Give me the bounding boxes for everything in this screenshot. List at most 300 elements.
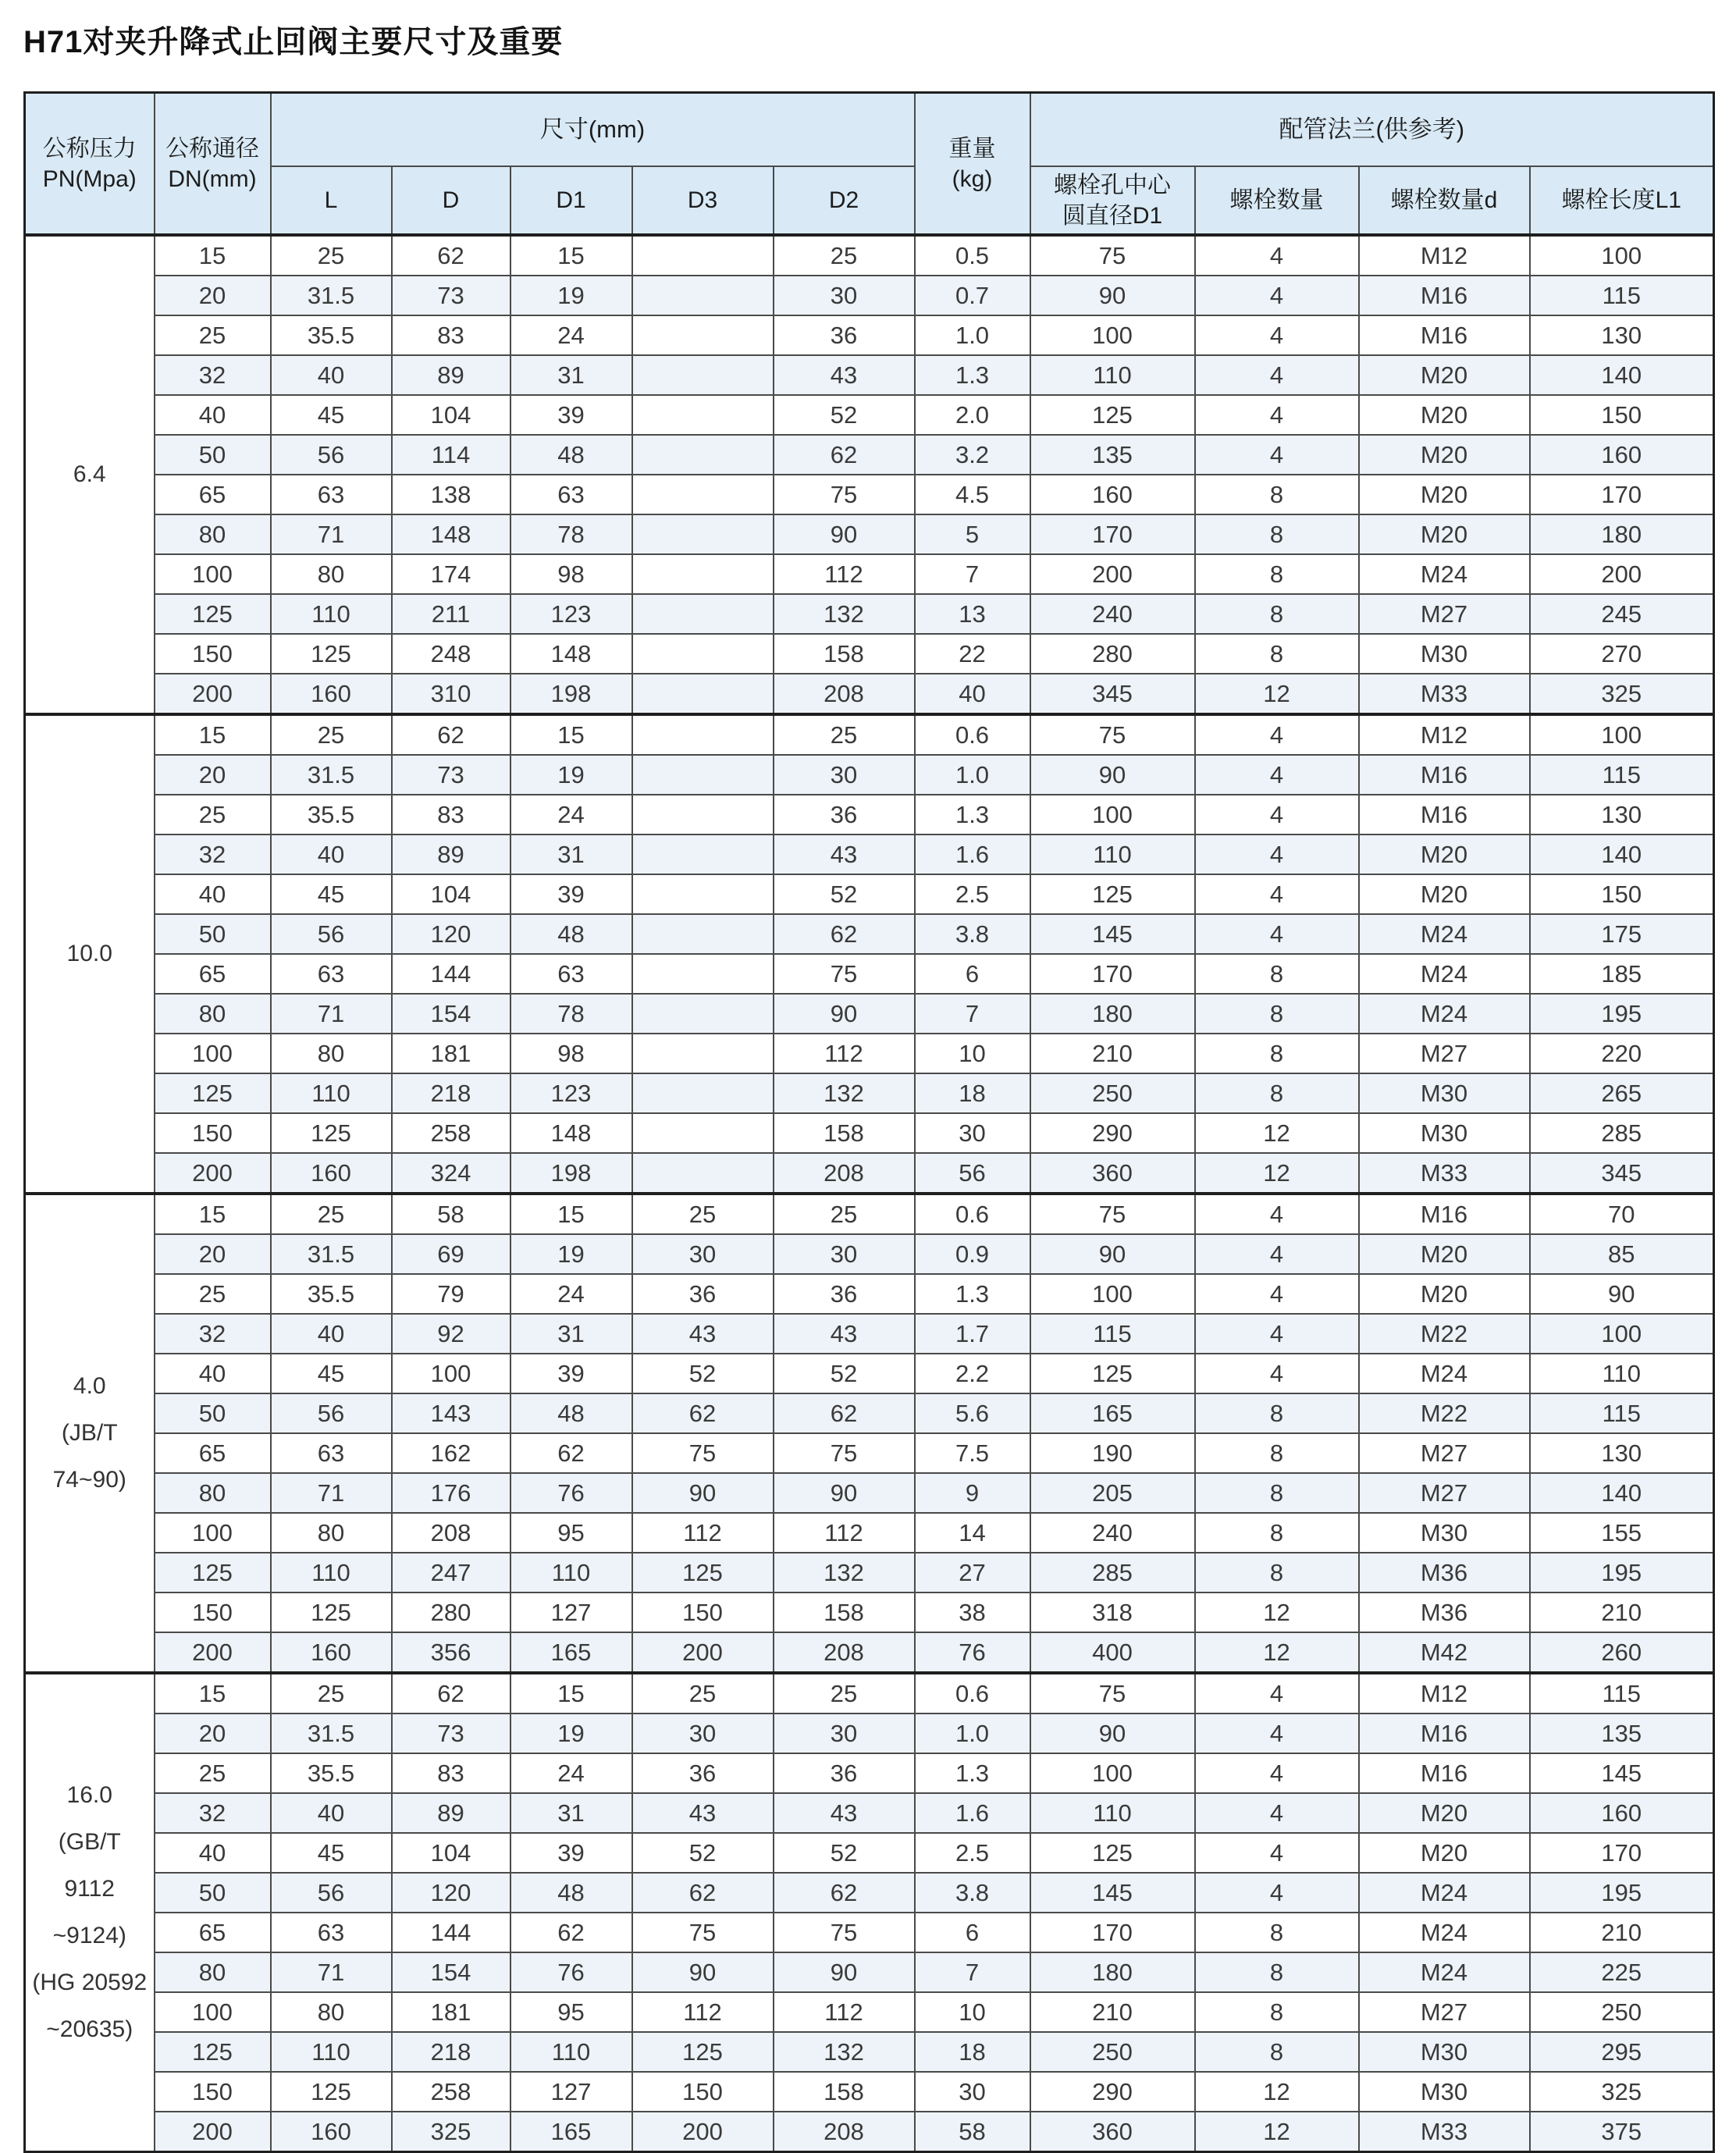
cell: 125 <box>1030 1354 1195 1393</box>
cell: 1.3 <box>915 1753 1030 1793</box>
cell: M27 <box>1359 1433 1530 1473</box>
cell: 210 <box>1030 1034 1195 1073</box>
cell: 160 <box>1530 1793 1714 1833</box>
cell <box>632 594 774 634</box>
cell: 95 <box>510 1992 632 2032</box>
cell: 125 <box>632 1553 774 1593</box>
cell: 15 <box>510 714 632 755</box>
cell: 63 <box>510 475 632 514</box>
cell: 95 <box>510 1513 632 1553</box>
cell: 250 <box>1030 1073 1195 1113</box>
cell: 70 <box>1530 1194 1714 1234</box>
cell: 36 <box>774 1274 915 1314</box>
cell: 20 <box>155 276 271 315</box>
cell: 36 <box>632 1753 774 1793</box>
cell: 100 <box>155 1513 271 1553</box>
cell: 90 <box>632 1473 774 1513</box>
cell: 8 <box>1195 1553 1359 1593</box>
header-col-D1: D1 <box>510 166 632 235</box>
cell: 158 <box>774 1593 915 1632</box>
cell: 25 <box>774 1194 915 1234</box>
cell: 190 <box>1030 1433 1195 1473</box>
cell: 130 <box>1530 315 1714 355</box>
cell: 12 <box>1195 674 1359 714</box>
cell <box>632 514 774 554</box>
cell: 140 <box>1530 835 1714 874</box>
cell: 123 <box>510 1073 632 1113</box>
cell: M12 <box>1359 235 1530 276</box>
cell: 270 <box>1530 634 1714 674</box>
cell: 162 <box>392 1433 510 1473</box>
cell: 39 <box>510 1354 632 1393</box>
cell: M24 <box>1359 1913 1530 1952</box>
cell <box>632 1113 774 1153</box>
table-row <box>25 954 1714 994</box>
cell: 150 <box>155 2072 271 2112</box>
page <box>0 17 1736 2145</box>
cell: 100 <box>155 1034 271 1073</box>
cell: 24 <box>510 1753 632 1793</box>
header-dims-group: 尺寸(mm) <box>271 93 915 167</box>
header-flange-group: 配管法兰(供参考) <box>1030 93 1714 167</box>
cell: 25 <box>155 1753 271 1793</box>
cell: 4 <box>1195 235 1359 276</box>
cell: 56 <box>271 914 392 954</box>
table-row <box>25 1314 1714 1354</box>
cell: 148 <box>510 634 632 674</box>
cell: 4 <box>1195 1714 1359 1753</box>
cell: 73 <box>392 1714 510 1753</box>
cell: M33 <box>1359 1153 1530 1194</box>
cell: 40 <box>155 1833 271 1873</box>
table-row <box>25 755 1714 795</box>
cell: 132 <box>774 1073 915 1113</box>
cell: 75 <box>1030 235 1195 276</box>
table-row <box>25 276 1714 315</box>
cell: 80 <box>155 994 271 1034</box>
cell <box>632 475 774 514</box>
cell: 2.5 <box>915 874 1030 914</box>
table-row <box>25 674 1714 714</box>
table-row <box>25 1632 1714 1673</box>
cell: M24 <box>1359 954 1530 994</box>
cell: M27 <box>1359 1473 1530 1513</box>
cell: 75 <box>1030 1673 1195 1714</box>
cell: 19 <box>510 755 632 795</box>
cell: 56 <box>271 1393 392 1433</box>
cell: M20 <box>1359 835 1530 874</box>
cell: 218 <box>392 1073 510 1113</box>
cell: 285 <box>1030 1553 1195 1593</box>
cell: 356 <box>392 1632 510 1673</box>
cell: M30 <box>1359 1113 1530 1153</box>
cell: 32 <box>155 355 271 395</box>
cell: 25 <box>155 315 271 355</box>
cell: 170 <box>1030 954 1195 994</box>
cell: 324 <box>392 1153 510 1194</box>
cell: 4.5 <box>915 475 1030 514</box>
cell: M27 <box>1359 594 1530 634</box>
cell: 360 <box>1030 1153 1195 1194</box>
cell: M20 <box>1359 514 1530 554</box>
cell: 98 <box>510 1034 632 1073</box>
cell: 50 <box>155 1393 271 1433</box>
cell: 63 <box>271 1913 392 1952</box>
cell: 30 <box>632 1234 774 1274</box>
cell: 75 <box>1030 1194 1195 1234</box>
cell: 24 <box>510 795 632 835</box>
cell: 165 <box>1030 1393 1195 1433</box>
cell: 63 <box>271 475 392 514</box>
cell: 8 <box>1195 1513 1359 1553</box>
cell: 247 <box>392 1553 510 1593</box>
cell: 4 <box>1195 755 1359 795</box>
cell: 325 <box>1530 674 1714 714</box>
cell: 110 <box>510 2032 632 2072</box>
cell: 4 <box>1195 315 1359 355</box>
cell: 130 <box>1530 795 1714 835</box>
cell: 200 <box>1530 554 1714 594</box>
cell: 200 <box>155 1632 271 1673</box>
cell: 80 <box>271 1034 392 1073</box>
cell: 35.5 <box>271 315 392 355</box>
header-col-D3: D3 <box>632 166 774 235</box>
cell: 7 <box>915 554 1030 594</box>
table-row <box>25 914 1714 954</box>
cell: 258 <box>392 2072 510 2112</box>
cell: 45 <box>271 1833 392 1873</box>
cell: 115 <box>1530 1673 1714 1714</box>
table-row <box>25 514 1714 554</box>
cell: 140 <box>1530 1473 1714 1513</box>
cell: 144 <box>392 1913 510 1952</box>
cell: 150 <box>1530 874 1714 914</box>
cell: 48 <box>510 435 632 475</box>
pressure-label: 16.0 (GB/T 9112 ~9124) (HG 20592 ~20635) <box>25 1673 155 2152</box>
cell: 100 <box>1030 1753 1195 1793</box>
cell: 13 <box>915 594 1030 634</box>
cell: 15 <box>510 235 632 276</box>
spec-table <box>23 91 1715 2153</box>
cell: 100 <box>392 1354 510 1393</box>
cell: 125 <box>1030 395 1195 435</box>
cell: 250 <box>1030 2032 1195 2072</box>
cell: 143 <box>392 1393 510 1433</box>
cell: 73 <box>392 276 510 315</box>
cell: 90 <box>774 1473 915 1513</box>
cell: 165 <box>510 1632 632 1673</box>
cell: 210 <box>1030 1992 1195 2032</box>
cell: M16 <box>1359 795 1530 835</box>
cell: M16 <box>1359 1714 1530 1753</box>
cell: 12 <box>1195 1593 1359 1632</box>
cell: M20 <box>1359 435 1530 475</box>
cell: 150 <box>155 634 271 674</box>
cell: 4 <box>1195 874 1359 914</box>
cell: 148 <box>510 1113 632 1153</box>
cell: 170 <box>1530 1833 1714 1873</box>
cell: 120 <box>392 914 510 954</box>
cell: 240 <box>1030 594 1195 634</box>
cell: 258 <box>392 1113 510 1153</box>
cell: M27 <box>1359 1992 1530 2032</box>
cell <box>632 914 774 954</box>
cell: 200 <box>155 2112 271 2152</box>
table-row <box>25 795 1714 835</box>
cell: 0.6 <box>915 714 1030 755</box>
cell: 280 <box>1030 634 1195 674</box>
cell: 8 <box>1195 634 1359 674</box>
cell: 100 <box>1030 315 1195 355</box>
cell: 18 <box>915 2032 1030 2072</box>
cell: 125 <box>155 1553 271 1593</box>
pressure-label: 10.0 <box>25 714 155 1194</box>
cell: 65 <box>155 954 271 994</box>
cell: 80 <box>271 1992 392 2032</box>
cell: 9 <box>915 1473 1030 1513</box>
cell: 39 <box>510 874 632 914</box>
cell: 98 <box>510 554 632 594</box>
cell: 3.8 <box>915 914 1030 954</box>
cell <box>632 755 774 795</box>
table-row <box>25 1833 1714 1873</box>
cell: 63 <box>271 1433 392 1473</box>
cell: 180 <box>1530 514 1714 554</box>
cell: 25 <box>155 795 271 835</box>
table-row <box>25 1673 1714 1714</box>
cell: 2.2 <box>915 1354 1030 1393</box>
cell: M16 <box>1359 276 1530 315</box>
cell: 115 <box>1530 755 1714 795</box>
cell: M20 <box>1359 1274 1530 1314</box>
cell: 360 <box>1030 2112 1195 2152</box>
cell: M33 <box>1359 2112 1530 2152</box>
cell: 4 <box>1195 276 1359 315</box>
cell: 158 <box>774 2072 915 2112</box>
cell: 78 <box>510 994 632 1034</box>
cell: 0.6 <box>915 1673 1030 1714</box>
cell: 35.5 <box>271 1753 392 1793</box>
cell: 80 <box>155 514 271 554</box>
cell: 170 <box>1030 514 1195 554</box>
cell: 40 <box>271 1793 392 1833</box>
cell: 104 <box>392 395 510 435</box>
cell: 248 <box>392 634 510 674</box>
table-row <box>25 994 1714 1034</box>
cell: 45 <box>271 395 392 435</box>
cell: 125 <box>632 2032 774 2072</box>
cell <box>632 1153 774 1194</box>
cell: M12 <box>1359 714 1530 755</box>
header-col-D2: D2 <box>774 166 915 235</box>
cell <box>632 714 774 755</box>
header-bolt-length: 螺栓长度L1 <box>1530 166 1714 235</box>
cell: 25 <box>271 714 392 755</box>
table-row <box>25 1553 1714 1593</box>
cell: 160 <box>1530 435 1714 475</box>
cell: 181 <box>392 1992 510 2032</box>
cell: 63 <box>271 954 392 994</box>
cell: 62 <box>392 1673 510 1714</box>
cell: 4 <box>1195 795 1359 835</box>
cell: 31.5 <box>271 276 392 315</box>
cell: 8 <box>1195 594 1359 634</box>
cell: 62 <box>632 1873 774 1913</box>
cell: 3.2 <box>915 435 1030 475</box>
cell: M24 <box>1359 994 1530 1034</box>
cell: 83 <box>392 315 510 355</box>
cell: 71 <box>271 994 392 1034</box>
cell: 1.6 <box>915 1793 1030 1833</box>
cell: 62 <box>392 714 510 755</box>
cell: 125 <box>155 2032 271 2072</box>
table-row <box>25 714 1714 755</box>
table-row <box>25 634 1714 674</box>
cell: 24 <box>510 1274 632 1314</box>
cell: 25 <box>271 1673 392 1714</box>
cell: 180 <box>1030 1952 1195 1992</box>
cell: 4 <box>1195 1194 1359 1234</box>
cell: 210 <box>1530 1913 1714 1952</box>
table-row <box>25 2032 1714 2072</box>
cell: 208 <box>774 1153 915 1194</box>
cell: 195 <box>1530 1873 1714 1913</box>
cell: M20 <box>1359 475 1530 514</box>
cell: 43 <box>774 1314 915 1354</box>
cell: 25 <box>271 1194 392 1234</box>
cell: 100 <box>1030 795 1195 835</box>
cell: 144 <box>392 954 510 994</box>
cell: 110 <box>1530 1354 1714 1393</box>
cell <box>632 355 774 395</box>
cell: 30 <box>774 755 915 795</box>
cell: 31 <box>510 1314 632 1354</box>
cell: 160 <box>271 1632 392 1673</box>
cell: 1.3 <box>915 1274 1030 1314</box>
cell: 15 <box>155 235 271 276</box>
cell: 150 <box>632 2072 774 2112</box>
table-row <box>25 1753 1714 1793</box>
cell: 211 <box>392 594 510 634</box>
cell: 32 <box>155 1793 271 1833</box>
cell: 4 <box>1195 1354 1359 1393</box>
cell: 19 <box>510 1714 632 1753</box>
cell: 112 <box>632 1992 774 2032</box>
cell: 208 <box>774 674 915 714</box>
cell: 110 <box>271 1553 392 1593</box>
cell: 52 <box>774 874 915 914</box>
cell: 4 <box>1195 835 1359 874</box>
cell: 4 <box>1195 435 1359 475</box>
cell: 7 <box>915 994 1030 1034</box>
cell: 265 <box>1530 1073 1714 1113</box>
cell: 145 <box>1030 914 1195 954</box>
cell: 43 <box>632 1314 774 1354</box>
cell: 4 <box>1195 1753 1359 1793</box>
cell: 100 <box>1530 235 1714 276</box>
table-row <box>25 1873 1714 1913</box>
cell: 90 <box>632 1952 774 1992</box>
cell: 110 <box>271 1073 392 1113</box>
cell: 250 <box>1530 1992 1714 2032</box>
cell: 318 <box>1030 1593 1195 1632</box>
table-row <box>25 554 1714 594</box>
table-row <box>25 435 1714 475</box>
table-row <box>25 1194 1714 1234</box>
cell: 18 <box>915 1073 1030 1113</box>
table-row <box>25 395 1714 435</box>
cell: M22 <box>1359 1393 1530 1433</box>
cell: 39 <box>510 395 632 435</box>
cell: 36 <box>632 1274 774 1314</box>
cell: M33 <box>1359 674 1530 714</box>
cell: 110 <box>1030 835 1195 874</box>
cell: 208 <box>774 1632 915 1673</box>
cell: 63 <box>510 954 632 994</box>
cell: 50 <box>155 1873 271 1913</box>
cell: 35.5 <box>271 795 392 835</box>
cell: 25 <box>155 1274 271 1314</box>
cell: 4 <box>1195 1833 1359 1873</box>
cell: 90 <box>1030 1714 1195 1753</box>
cell: 30 <box>774 276 915 315</box>
cell: 225 <box>1530 1952 1714 1992</box>
cell: 0.9 <box>915 1234 1030 1274</box>
cell: 15 <box>155 714 271 755</box>
cell: M27 <box>1359 1034 1530 1073</box>
table-row <box>25 2072 1714 2112</box>
cell: 39 <box>510 1833 632 1873</box>
cell: 89 <box>392 835 510 874</box>
cell: 15 <box>155 1673 271 1714</box>
cell <box>632 435 774 475</box>
cell: M36 <box>1359 1553 1530 1593</box>
cell: 25 <box>774 714 915 755</box>
cell: 290 <box>1030 1113 1195 1153</box>
cell: 40 <box>155 395 271 435</box>
cell: 62 <box>510 1913 632 1952</box>
cell: 8 <box>1195 994 1359 1034</box>
cell: 31.5 <box>271 755 392 795</box>
cell: M20 <box>1359 395 1530 435</box>
cell: 195 <box>1530 994 1714 1034</box>
cell: 75 <box>774 1913 915 1952</box>
cell: 260 <box>1530 1632 1714 1673</box>
cell: 100 <box>1030 1274 1195 1314</box>
pressure-group <box>25 1194 1714 1673</box>
cell: 150 <box>155 1113 271 1153</box>
cell: 200 <box>632 2112 774 2152</box>
cell: 19 <box>510 276 632 315</box>
cell: 36 <box>774 795 915 835</box>
cell: 30 <box>774 1234 915 1274</box>
table-row <box>25 1433 1714 1473</box>
cell: 290 <box>1030 2072 1195 2112</box>
cell <box>632 954 774 994</box>
cell: 200 <box>155 1153 271 1194</box>
cell <box>632 795 774 835</box>
cell: 6 <box>915 954 1030 994</box>
cell: 110 <box>271 594 392 634</box>
cell <box>632 315 774 355</box>
cell: 25 <box>632 1194 774 1234</box>
header-weight: 重量 (kg) <box>915 93 1030 236</box>
cell: 75 <box>632 1433 774 1473</box>
cell: 132 <box>774 594 915 634</box>
cell: 71 <box>271 1473 392 1513</box>
cell: 19 <box>510 1234 632 1274</box>
cell: 14 <box>915 1513 1030 1553</box>
